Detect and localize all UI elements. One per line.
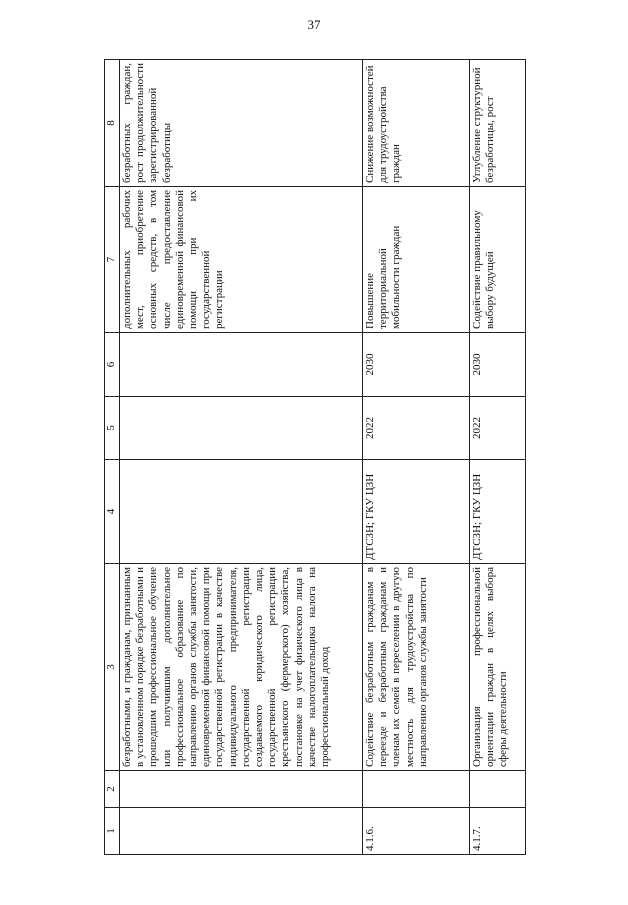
row-col2	[120, 771, 363, 808]
start-year: 2022	[470, 397, 526, 460]
row-number	[120, 808, 363, 855]
start-year: 2022	[363, 397, 470, 460]
header-cell: 4	[105, 460, 120, 564]
consequence: безработных граждан, рост продолжительности зарегистрированной безработицы	[120, 60, 363, 187]
end-year	[120, 333, 363, 397]
header-cell: 8	[105, 60, 120, 187]
end-year: 2030	[470, 333, 526, 397]
header-cell: 3	[105, 564, 120, 771]
expected-result: Повышение территориальной мобильности граждан	[363, 187, 470, 333]
start-year	[120, 397, 363, 460]
consequence: Углубление структурной безработицы, рост	[470, 60, 526, 187]
header-cell: 1	[105, 808, 120, 855]
row-col2	[470, 771, 526, 808]
expected-result: дополнительных рабочих мест, приобретение основных средств, в том числе предоставление единовременной финансовой помощи при их государственной регистрации	[120, 187, 363, 333]
table-row	[470, 60, 526, 855]
header-cell: 5	[105, 397, 120, 460]
executor	[120, 460, 363, 564]
measure-text: Организация профессиональной ориентации граждан в целях выбора сферы деятельности	[470, 564, 526, 771]
row-col2	[363, 771, 470, 808]
table-row	[363, 60, 470, 855]
row-number: 4.1.6.	[363, 808, 470, 855]
header-cell: 7	[105, 187, 120, 333]
header-row	[105, 60, 120, 855]
rotated-table-wrapper	[104, 60, 526, 855]
consequence: Снижение возможностей для трудоустройства граждан	[363, 60, 470, 187]
row-number: 4.1.7.	[470, 808, 526, 855]
page-number: 37	[307, 17, 321, 32]
measure-text: безработными, и гражданам, признанным в установленном порядке безработными и прошедшим профессиональное обучение или получившим дополнительное профессиональное образование по направлению органов службы занятости, единовременной финансовой помощи при государственной регистрации в качестве индивидуального предпринимателя, государственной регистрации создаваемого юридического лица, государственной регистрации крестьянского (фермерского) хозяйства, постановке на учет физического лица в качестве налогоплательщика налога на профессиональный доход	[120, 564, 363, 771]
header-cell: 6	[105, 333, 120, 397]
executor: ДТСЗН; ГКУ ЦЗН	[363, 460, 470, 564]
end-year: 2030	[363, 333, 470, 397]
table-row	[120, 60, 363, 855]
expected-result: Содействие правильному выбору будущей	[470, 187, 526, 333]
header-cell: 2	[105, 771, 120, 808]
measure-text: Содействие безработным гражданам в переезде и безработным гражданам и членам их семей в переселении в другую местность для трудоустройства по направлению органов службы занятости	[363, 564, 470, 771]
measures-table	[104, 59, 526, 855]
executor: ДТСЗН; ГКУ ЦЗН	[470, 460, 526, 564]
